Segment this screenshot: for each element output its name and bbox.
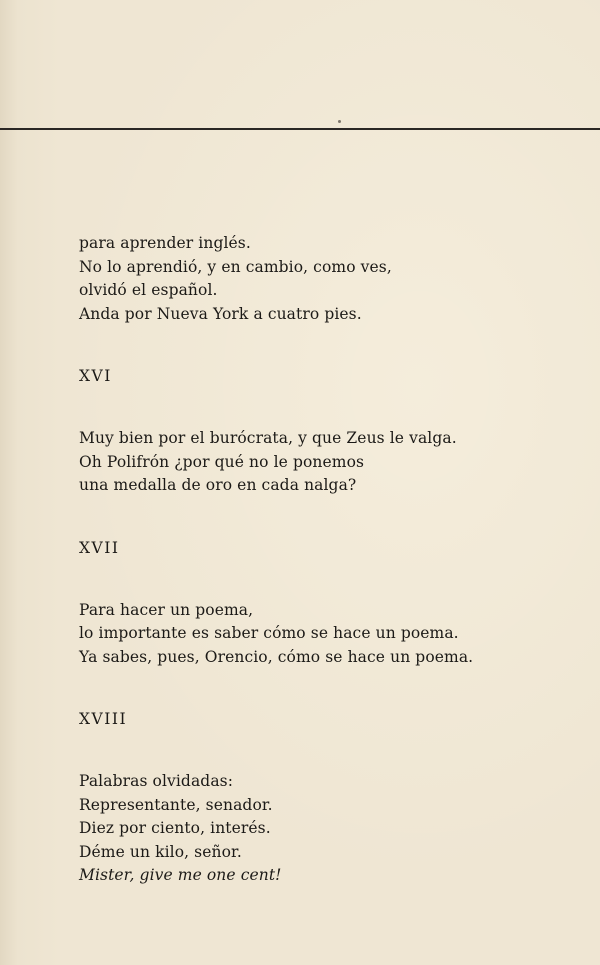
poem-line: una medalla de oro en cada nalga? [79, 476, 357, 494]
poem-line: Oh Polifrón ¿por qué no le ponemos [79, 452, 365, 471]
poem-line: Palabras olvidadas: [79, 772, 234, 790]
poem-line-italic: Mister, give me one cent! [79, 866, 282, 884]
poem-line: para aprender inglés. [79, 234, 251, 252]
poem-heading-xvi: XVI [79, 367, 112, 385]
poem-xvii [79, 599, 579, 670]
poem-line: Representante, senador. [79, 795, 273, 814]
header-rule [0, 128, 600, 130]
poem-xviii [79, 770, 579, 888]
poem-line: Muy bien por el burócrata, y que Zeus le valga. [79, 429, 457, 447]
poem-continuation [79, 232, 579, 326]
poem-line: Para hacer un poema, [79, 600, 254, 619]
poem-line: No lo aprendió, y en cambio, como ves, [79, 257, 392, 276]
poem-heading-xviii: XVIII [79, 710, 128, 728]
poem-line: Diez por ciento, interés. [79, 819, 271, 837]
poem-line: Ya sabes, pues, Orencio, cómo se hace un poema. [79, 647, 474, 666]
poem-line: Anda por Nueva York a cuatro pies. [79, 304, 362, 323]
poem-heading-xvii: XVII [79, 538, 120, 557]
poem-line: olvidó el español. [79, 281, 218, 299]
poem-column [79, 232, 579, 888]
poem-line: Déme un kilo, señor. [79, 842, 242, 861]
paper-speck [338, 120, 341, 123]
poem-xvi [79, 427, 579, 498]
poem-line: lo importante es saber cómo se hace un poema. [79, 624, 459, 642]
